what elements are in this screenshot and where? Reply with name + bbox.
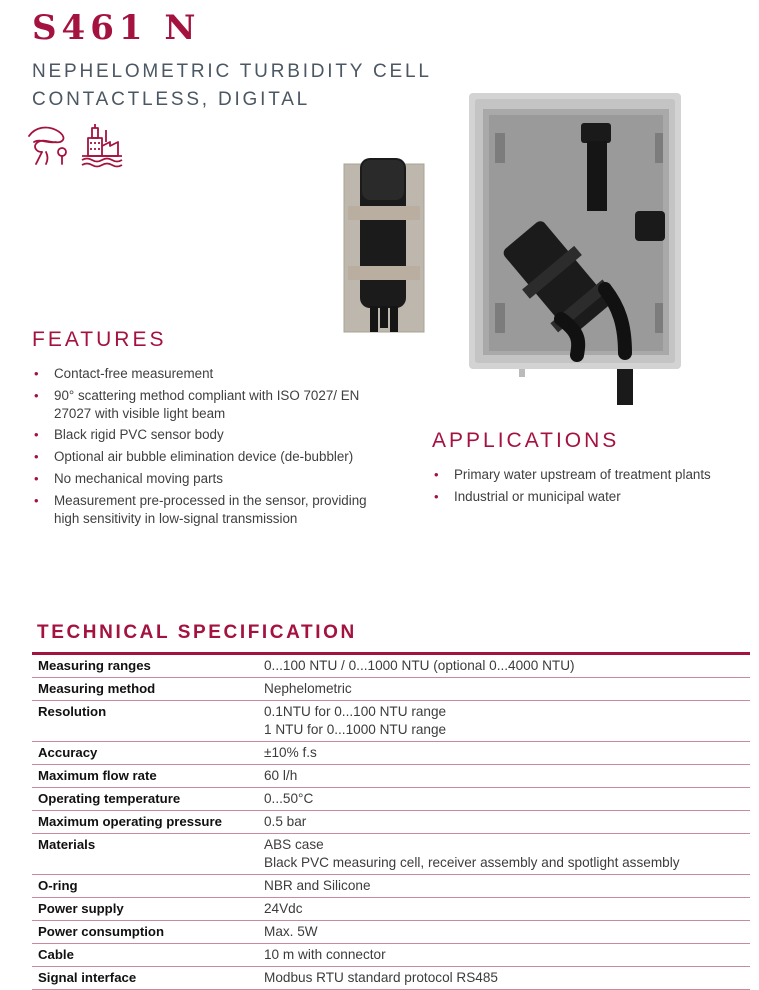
spec-row (32, 834, 750, 875)
spec-row (32, 967, 750, 990)
feature-item: • Optional air bubble elimination device (de-bubbler) (32, 448, 372, 466)
spec-value-line: 1 NTU for 0...1000 NTU range (264, 722, 447, 737)
spec-value: Nephelometric (252, 678, 750, 701)
spec-value (252, 701, 750, 742)
spec-row (32, 898, 750, 921)
sensor-product-image (340, 156, 428, 334)
spec-table (32, 655, 750, 990)
spec-param: Power supply (32, 898, 252, 921)
product-subtitle-line2: CONTACTLESS, DIGITAL (32, 89, 311, 110)
spec-param: Materials (32, 834, 252, 875)
spec-param: Resolution (32, 701, 252, 742)
spec-value: 0...100 NTU / 0...1000 NTU (optional 0...4000 NTU) (252, 655, 750, 678)
spec-value: NBR and Silicone (252, 875, 750, 898)
features-list (32, 365, 372, 531)
industrial-plant-icon (80, 122, 124, 168)
spec-row (32, 788, 750, 811)
spec-value-line: 0.1NTU for 0...100 NTU range (264, 704, 447, 719)
spec-row (32, 765, 750, 788)
spec-value: Modbus RTU standard protocol RS485 (252, 967, 750, 990)
spec-heading: TECHNICAL SPECIFICATION (37, 622, 357, 643)
spec-value: 0.5 bar (252, 811, 750, 834)
spec-row (32, 811, 750, 834)
river-water-icon (26, 122, 70, 166)
applications-list (432, 466, 752, 510)
product-title: S461 N (32, 8, 201, 48)
features-heading: FEATURES (32, 328, 167, 351)
feature-item: • Black rigid PVC sensor body (32, 426, 372, 444)
spec-param: O-ring (32, 875, 252, 898)
spec-row (32, 701, 750, 742)
spec-param: Measuring method (32, 678, 252, 701)
spec-param: Power consumption (32, 921, 252, 944)
spec-param: Operating temperature (32, 788, 252, 811)
spec-value: 60 l/h (252, 765, 750, 788)
spec-value-line: Black PVC measuring cell, receiver assembly and spotlight assembly (264, 855, 680, 870)
cabinet-product-image (469, 93, 681, 407)
spec-value-line: ABS case (264, 837, 324, 852)
spec-param: Accuracy (32, 742, 252, 765)
spec-row (32, 655, 750, 678)
spec-value: 10 m with connector (252, 944, 750, 967)
feature-item: • No mechanical moving parts (32, 470, 372, 488)
application-item: • Primary water upstream of treatment plants (432, 466, 752, 484)
spec-param: Maximum operating pressure (32, 811, 252, 834)
spec-value (252, 834, 750, 875)
application-item: • Industrial or municipal water (432, 488, 752, 506)
spec-param: Signal interface (32, 967, 252, 990)
spec-param: Measuring ranges (32, 655, 252, 678)
spec-row (32, 921, 750, 944)
feature-item: • Measurement pre-processed in the sensor, providing high sensitivity in low-signal transmission (32, 492, 372, 528)
product-subtitle-line1: NEPHELOMETRIC TURBIDITY CELL (32, 61, 432, 82)
spec-value: 0...50°C (252, 788, 750, 811)
spec-value: Max. 5W (252, 921, 750, 944)
spec-param: Cable (32, 944, 252, 967)
spec-value: ±10% f.s (252, 742, 750, 765)
spec-value: 24Vdc (252, 898, 750, 921)
applications-heading: APPLICATIONS (432, 429, 620, 452)
spec-row (32, 678, 750, 701)
spec-row (32, 875, 750, 898)
feature-item: • 90° scattering method compliant with ISO 7027/ EN 27027 with visible light beam (32, 387, 372, 423)
feature-item: • Contact-free measurement (32, 365, 372, 383)
spec-row (32, 742, 750, 765)
spec-row (32, 944, 750, 967)
spec-param: Maximum flow rate (32, 765, 252, 788)
